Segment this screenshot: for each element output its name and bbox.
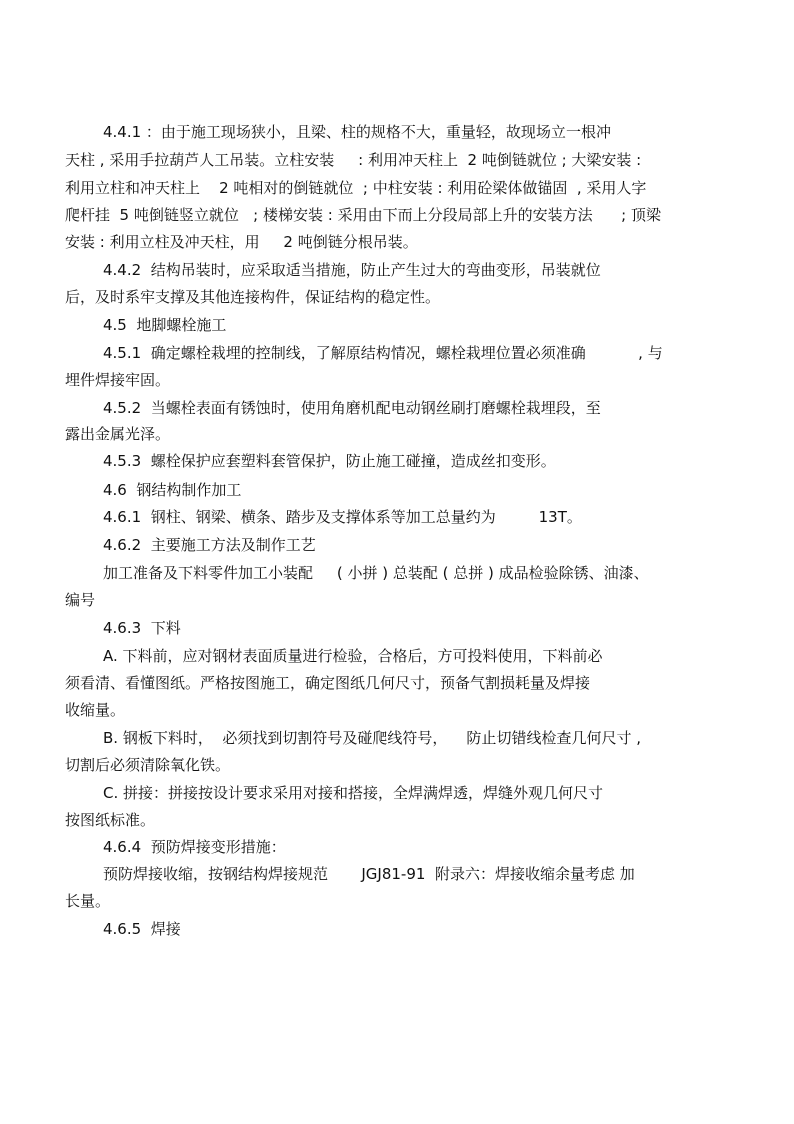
text-line: 4.6.2 主要施工方法及制作工艺 <box>103 536 316 554</box>
section-heading: 4.6 钢结构制作加工 <box>103 481 242 499</box>
text-line: 4.5.1 确定螺栓栽埋的控制线，了解原结构情况，螺栓栽埋位置必须准确 , 与 <box>103 344 663 362</box>
text-line: 预防焊接收缩，按钢结构焊接规范 JGJ81-91 附录六：焊接收缩余量考虑 加 <box>103 865 635 883</box>
text-line: 埋件焊接牢固。 <box>65 371 171 389</box>
text-line: 露出金属光泽。 <box>65 425 171 443</box>
text-line: 4.4.2 结构吊装时，应采取适当措施，防止产生过大的弯曲变形，吊装就位 <box>103 261 601 279</box>
text-line: 4.5.2 当螺栓表面有锈蚀时，使用角磨机配电动钢丝刷打磨螺栓栽埋段，至 <box>103 399 601 417</box>
text-line: C. 拼接：拼接按设计要求采用对接和搭接，全焊满焊透，焊缝外观几何尺寸 <box>103 784 604 802</box>
text-line: 4.6.4 预防焊接变形措施： <box>103 838 286 856</box>
text-line: 切割后必须清除氧化铁。 <box>65 756 231 774</box>
text-line: 4.4.1 ：由于施工现场狭小，且梁、柱的规格不大，重量轻，故现场立一根冲 <box>103 123 611 141</box>
section-heading: 4.6.5 焊接 <box>103 920 181 938</box>
text-line: 4.5.3 螺栓保护应套塑料套管保护，防止施工碰撞，造成丝扣变形。 <box>103 452 556 470</box>
text-line: A. 下料前，应对钢材表面质量进行检验，合格后，方可投料使用，下料前必 <box>103 647 603 665</box>
text-line: 长量。 <box>65 892 111 910</box>
text-line: 4.6.1 钢柱、钢梁、横条、踏步及支撑体系等加工总量约为 13T。 <box>103 508 582 526</box>
text-line: 后，及时系牢支撑及其他连接构件，保证结构的稳定性。 <box>65 288 441 306</box>
text-line: 安装 : 利用立柱及冲天柱，用 2 吨倒链分根吊装。 <box>65 233 418 251</box>
text-line: 4.6.3 下料 <box>103 619 181 637</box>
text-line: 编号 <box>65 591 96 609</box>
text-line: 须看清、看懂图纸。严格按图施工，确定图纸几何尺寸，预备气割损耗量及焊接 <box>65 674 591 692</box>
text-line: 利用立柱和冲天柱上 2 吨相对的倒链就位 ; 中柱安装 : 利用砼梁体做锚固 , 采用人字 <box>65 179 647 197</box>
text-line: 收缩量。 <box>65 701 126 719</box>
text-line: 天柱 , 采用手拉葫芦人工吊装。立柱安装 : 利用冲天柱上 2 吨倒链就位 ; 大梁安装 : <box>65 151 642 169</box>
text-line: 加工准备及下料零件加工小装配 ( 小拼 ) 总装配 ( 总拼 ) 成品检验除锈、油漆、 <box>103 564 649 582</box>
text-line: 爬杆挂 5 吨倒链竖立就位 ; 楼梯安装 : 采用由下而上分段局部上升的安装方法 ; 顶梁 <box>65 206 661 224</box>
text-line: 按图纸标准。 <box>65 811 156 829</box>
section-heading: 4.5 地脚螺栓施工 <box>103 316 227 334</box>
text-line: B. 钢板下料时， 必须找到切割符号及碰爬线符号， 防止切错线检查几何尺寸 , <box>103 729 641 747</box>
